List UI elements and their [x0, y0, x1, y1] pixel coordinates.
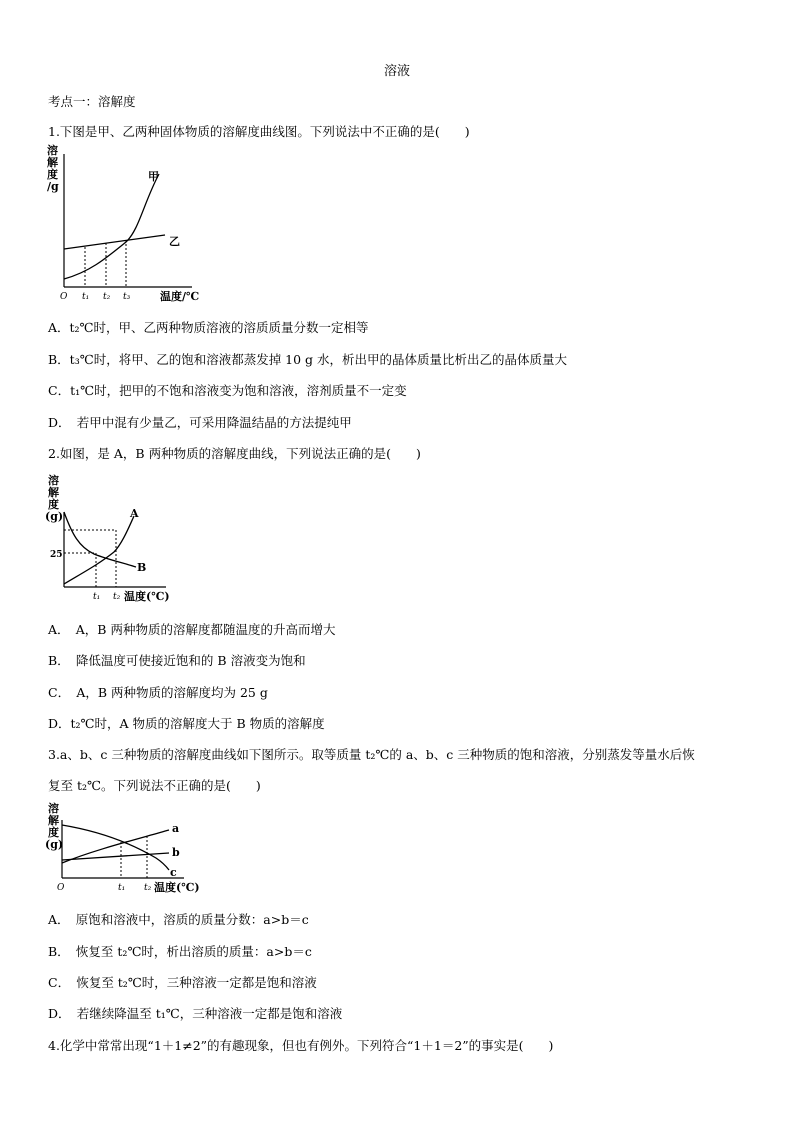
q3-curve-c — [62, 825, 169, 870]
q3-tick-t1: t₁ — [118, 883, 126, 893]
q1-origin-label: O — [60, 292, 68, 302]
q1-ylabel-1: 溶 — [47, 144, 58, 157]
q3-curve-label-a: a — [172, 822, 180, 835]
q2-curve-label-a: A — [130, 507, 139, 520]
q3-option-a: A． 原饱和溶液中，溶质的质量分数：a>b＝c — [48, 912, 309, 927]
q1-solubility-chart — [44, 142, 204, 304]
q4-stem: 4.化学中常常出现“1＋1≠2”的有趣现象，但也有例外。下列符合“1＋1＝2”的事实是( ) — [48, 1038, 554, 1053]
q3-curve-a — [62, 830, 169, 863]
q2-option-a: A． A，B 两种物质的溶解度都随温度的升高而增大 — [48, 622, 336, 637]
q2-ylabel-1: 溶 — [48, 474, 59, 487]
q3-xlabel: 温度(℃) — [154, 881, 200, 894]
q1-curve-yi — [64, 235, 165, 249]
q3-option-b: B． 恢复至 t₂℃时，析出溶质的质量：a>b＝c — [48, 944, 312, 959]
q2-ytick-25: 25 — [50, 550, 63, 560]
q1-option-a: A．t₂℃时，甲、乙两种物质溶液的溶质质量分数一定相等 — [48, 320, 369, 335]
q2-ylabel-3: 度 — [48, 498, 59, 511]
q3-stem-line2: 复至 t₂℃。下列说法不正确的是( ) — [48, 778, 261, 793]
q3-ylabel-1: 溶 — [48, 802, 59, 815]
page-title: 溶液 — [384, 64, 411, 79]
q1-curve-label-jia: 甲 — [148, 170, 159, 183]
q1-tick-t3: t₃ — [123, 292, 131, 302]
q2-option-c: C． A，B 两种物质的溶解度均为 25 g — [48, 685, 268, 700]
q3-option-c: C． 恢复至 t₂℃时，三种溶液一定都是饱和溶液 — [48, 975, 317, 990]
q3-solubility-chart — [44, 800, 204, 896]
q3-ylabel-3: 度 — [48, 826, 59, 839]
q2-ylabel-2: 解 — [48, 486, 59, 499]
q1-tick-t1: t₁ — [82, 292, 90, 302]
q2-solubility-chart — [44, 472, 174, 606]
q2-option-b: B． 降低温度可使接近饱和的 B 溶液变为饱和 — [48, 653, 306, 668]
q2-ylabel-4: (g) — [45, 510, 64, 523]
q2-tick-t2: t₂ — [113, 592, 121, 602]
section-heading: 考点一：溶解度 — [48, 94, 136, 109]
q1-stem: 1.下图是甲、乙两种固体物质的溶解度曲线图。下列说法中不正确的是( ) — [48, 124, 470, 139]
q1-curve-label-yi: 乙 — [169, 235, 180, 248]
q1-xlabel: 温度/℃ — [160, 290, 200, 303]
q2-stem: 2.如图，是 A，B 两种物质的溶解度曲线，下列说法正确的是( ) — [48, 446, 421, 461]
q3-option-d: D． 若继续降温至 t₁℃，三种溶液一定都是饱和溶液 — [48, 1006, 343, 1021]
q3-ylabel-2: 解 — [48, 814, 59, 827]
q1-curve-jia — [64, 174, 159, 279]
q2-curve-label-b: B — [137, 561, 147, 574]
q1-ylabel-3: 度 — [47, 168, 58, 181]
q3-tick-t2: t₂ — [144, 883, 152, 893]
q2-tick-t1: t₁ — [93, 592, 101, 602]
q3-stem-line1: 3.a、b、c 三种物质的溶解度曲线如下图所示。取等质量 t₂℃的 a、b、c 三种物质的饱和溶液，分别蒸发等量水后恢 — [48, 747, 695, 762]
q3-curve-label-b: b — [172, 846, 180, 859]
q1-option-d: D． 若甲中混有少量乙，可采用降温结晶的方法提纯甲 — [48, 415, 352, 430]
q1-option-c: C．t₁℃时，把甲的不饱和溶液变为饱和溶液，溶剂质量不一定变 — [48, 383, 407, 398]
q2-curve-b — [64, 512, 136, 567]
q3-origin-label: O — [57, 883, 65, 893]
q1-option-b: B．t₃℃时，将甲、乙的饱和溶液都蒸发掉 10 g 水，析出甲的晶体质量比析出乙的晶体质量大 — [48, 352, 568, 367]
q1-tick-t2: t₂ — [103, 292, 111, 302]
q3-curve-label-c: c — [170, 866, 177, 879]
q2-option-d: D．t₂℃时，A 物质的溶解度大于 B 物质的溶解度 — [48, 716, 325, 731]
q3-ylabel-4: (g) — [45, 838, 64, 851]
q1-ylabel-2: 解 — [47, 156, 58, 169]
q2-curve-a — [64, 516, 134, 584]
q2-xlabel: 温度(℃) — [124, 590, 170, 603]
q1-ylabel-4: /g — [47, 180, 59, 193]
